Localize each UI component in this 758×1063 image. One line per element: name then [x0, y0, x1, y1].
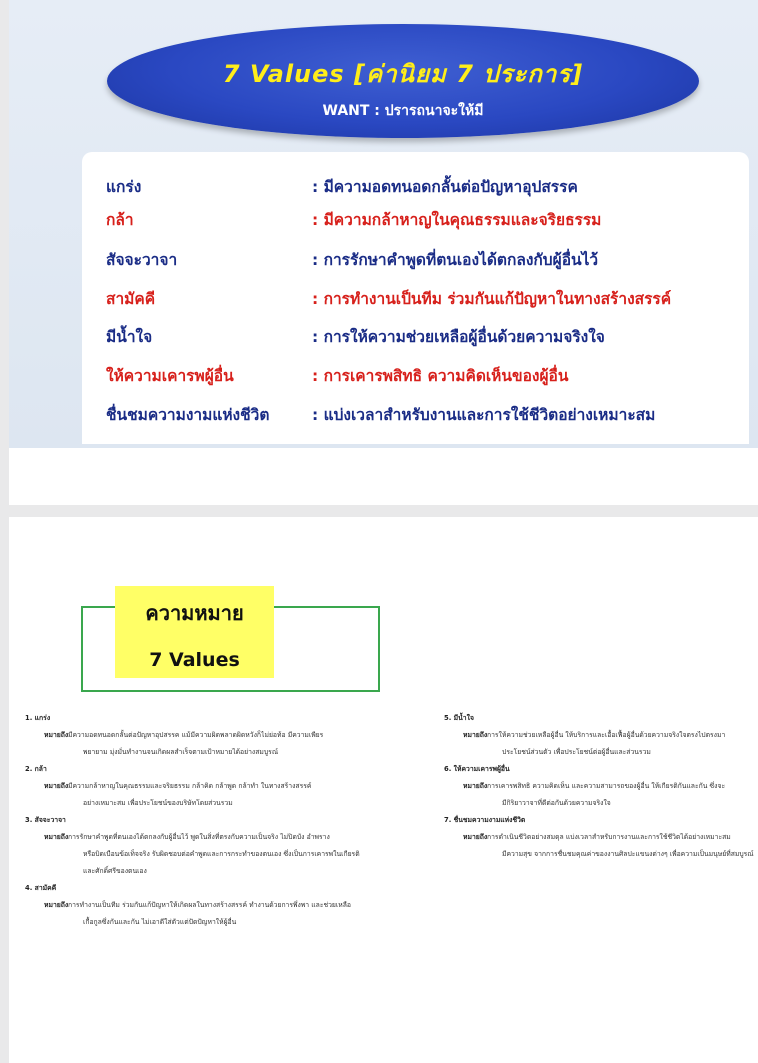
- definition-title: 4. สามัคคี: [25, 884, 57, 892]
- definition-label: หมายถึง: [463, 833, 488, 841]
- definition-label: หมายถึง: [44, 833, 69, 841]
- value-name: แกร่ง: [106, 178, 142, 196]
- slide-2: [9, 517, 758, 1063]
- heading-title: ความหมาย: [145, 601, 244, 625]
- heading-subtitle: 7 Values: [149, 649, 240, 671]
- value-description: : แบ่งเวลาสำหรับงานและการใช้ชีวิตอย่างเหมาะสม: [312, 406, 656, 424]
- definitions-left-column: [25, 710, 455, 931]
- value-description: : การรักษาคำพูดที่ตนเองได้ตกลงกับผู้อื่นไว้: [312, 251, 599, 269]
- definition-title: 1. แกร่ง: [25, 714, 51, 722]
- value-name: กล้า: [106, 211, 134, 229]
- definition-line: หมายถึง การให้ความช่วยเหลือผู้อื่น ให้บริการและเอื้อเฟื้อผู้อื่นด้วยความจริงใจตรงไปตรงมา: [444, 727, 758, 744]
- definition-line: มีกิริยาวาจาที่ดีต่อกันด้วยความจริงใจ: [502, 799, 611, 807]
- definition-label: หมายถึง: [44, 731, 69, 739]
- definition-title: 7. ชื่นชมความงามแห่งชีวิต: [444, 816, 526, 824]
- definition-line: มีความสุข จากการชื่นชมคุณค่าของงานศิลปะแขนงต่างๆ เพื่อความเป็นมนุษย์ที่สมบูรณ์: [502, 850, 754, 858]
- definition-label: หมายถึง: [463, 782, 488, 790]
- definition-title: 2. กล้า: [25, 765, 47, 773]
- definition-line: พยายาม มุ่งมั่นทำงานจนเกิดผลสำเร็จตามเป้าหมายได้อย่างสมบูรณ์: [83, 748, 279, 756]
- value-description: : มีความกล้าหาญในคุณธรรมและจริยธรรม: [312, 211, 602, 229]
- definition-title: 3. สัจจะวาจา: [25, 816, 66, 824]
- definition-line: เกื้อกูลซึ่งกันและกัน ไม่เอาดีใส่ตัวแต่ปัดปัญหาให้ผู้อื่น: [83, 918, 237, 926]
- values-card: [82, 152, 749, 444]
- definition-label: หมายถึง: [44, 901, 69, 909]
- definition-label: หมายถึง: [463, 731, 488, 739]
- value-description: : การเคารพสิทธิ ความคิดเห็นของผู้อื่น: [312, 367, 569, 385]
- definition-line: หมายถึง การทำงานเป็นทีม ร่วมกันแก้ปัญหาให้เกิดผลในทางสร้างสรรค์ ทำงานด้วยการพึ่งพา และช่วยเหลือ: [25, 897, 455, 914]
- value-description: : มีความอดทนอดกลั้นต่อปัญหาอุปสรรค: [312, 178, 578, 196]
- definition-line: หมายถึง มีความอดทนอดกลั้นต่อปัญหาอุปสรรค แม้มีความผิดพลาดผิดหวังก็ไม่ย่อท้อ มีความเพียร: [25, 727, 455, 744]
- definition-label: หมายถึง: [44, 782, 69, 790]
- definition-line: หรือบิดเบือนข้อเท็จจริง รับผิดชอบต่อคำพูดและการกระทำของตนเอง ซึ่งเป็นการเคารพในเกียรติ: [83, 850, 360, 858]
- slide-subtitle: WANT : ปรารถนาจะให้มี: [322, 103, 484, 119]
- definition-line: หมายถึง การดำเนินชีวิตอย่างสมดุล แบ่งเวลาสำหรับการงานและการใช้ชีวิตได้อย่างเหมาะสม: [444, 829, 758, 846]
- value-name: ชื่นชมความงามแห่งชีวิต: [106, 406, 270, 424]
- value-name: ให้ความเคารพผู้อื่น: [106, 367, 234, 385]
- title-banner: [107, 24, 699, 138]
- heading-box: [115, 586, 274, 678]
- definition-line: อย่างเหมาะสม เพื่อประโยชน์ของบริษัทโดยส่วนรวม: [83, 799, 233, 807]
- value-name: มีน้ำใจ: [106, 328, 153, 346]
- definition-title: 5. มีน้ำใจ: [444, 714, 474, 722]
- value-description: : การทำงานเป็นทีม ร่วมกันแก้ปัญหาในทางสร้างสรรค์: [312, 290, 672, 308]
- value-description: : การให้ความช่วยเหลือผู้อื่นด้วยความจริงใจ: [312, 328, 605, 346]
- value-name: สามัคคี: [106, 290, 156, 308]
- definition-line: หมายถึง การเคารพสิทธิ ความคิดเห็น และความสามารถของผู้อื่น ให้เกียรติกันและกัน ซึ่งจะ: [444, 778, 758, 795]
- definition-line: และศักดิ์ศรีของตนเอง: [83, 867, 147, 875]
- definition-title: 6. ให้ความเคารพผู้อื่น: [444, 765, 510, 773]
- value-name: สัจจะวาจา: [106, 251, 178, 269]
- slide-title: 7 Values [ค่านิยม 7 ประการ]: [222, 60, 584, 88]
- slide-1: [9, 0, 758, 505]
- definition-line: หมายถึง การรักษาคำพูดที่ตนเองได้ตกลงกับผู้อื่นไว้ พูดในสิ่งที่ตรงกับความเป็นจริง ไม่ปิดบัง อำพราง: [25, 829, 455, 846]
- definition-line: หมายถึง มีความกล้าหาญในคุณธรรมและจริยธรรม กล้าคิด กล้าพูด กล้าทำ ในทางสร้างสรรค์: [25, 778, 455, 795]
- definition-line: ประโยชน์ส่วนตัว เพื่อประโยชน์ต่อผู้อื่นและส่วนรวม: [502, 748, 651, 756]
- definitions-right-column: [444, 710, 758, 863]
